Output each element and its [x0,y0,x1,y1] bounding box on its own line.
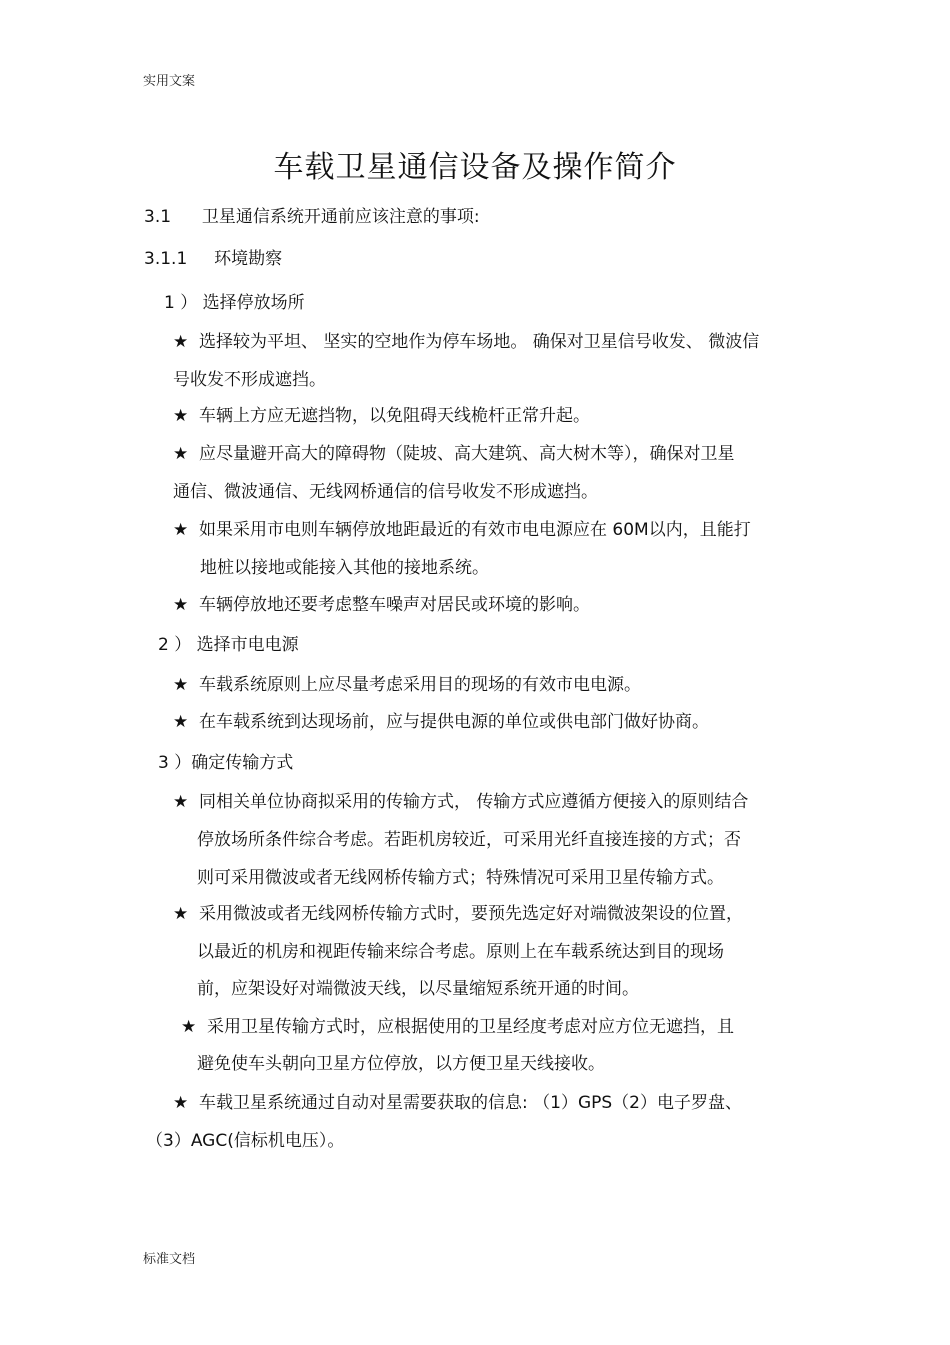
bullet-text: 采用卫星传输方式时，应根据使用的卫星经度考虑对应方位无遮挡，且 [207,1017,734,1037]
bullet-text: 采用微波或者无线网桥传输方式时，要预先选定好对端微波架设的位置， [199,904,743,924]
section-number: 3.1.1 [144,249,188,269]
bullet-text: 选择较为平坦、 坚实的空地作为停车场地。 确保对卫星信号收发、 微波信 [199,332,760,352]
star-icon: ★ [173,712,189,732]
bullet-item [173,903,743,925]
star-icon: ★ [173,675,189,695]
bullet-continuation: 地桩以接地或能接入其他的接地系统。 [200,558,489,578]
bullet-continuation: 以最近的机房和视距传输来综合考虑。原则上在车载系统达到目的现场 [197,942,724,962]
star-icon: ★ [173,1093,189,1113]
bullet-continuation: 号收发不形成遮挡。 [173,370,326,390]
bullet-continuation: 避免使车头朝向卫星方位停放，以方便卫星天线接收。 [197,1054,605,1074]
bullet-text: 同相关单位协商拟采用的传输方式， 传输方式应遵循方便接入的原则结合 [199,792,749,812]
bullet-item [173,711,709,733]
bullet-item [173,405,590,427]
bullet-text: 车辆上方应无遮挡物，以免阻碍天线桅杆正常升起。 [199,406,590,426]
bullet-item [173,443,735,465]
bullet-item [181,1016,734,1038]
bullet-item [173,1092,742,1114]
star-icon: ★ [181,1017,197,1037]
star-icon: ★ [173,595,189,615]
bullet-continuation: （3）AGC(信标机电压）。 [146,1131,345,1151]
bullet-text: 车载卫星系统通过自动对星需要获取的信息: （1）GPS（2）电子罗盘、 [199,1093,742,1113]
section-heading-3-1 [144,206,480,228]
bullet-item [173,331,759,353]
subsection-3: 3 ）确定传输方式 [158,753,294,773]
bullet-text: 应尽量避开高大的障碍物（陡坡、高大建筑、高大树木等），确保对卫星 [199,444,735,464]
bullet-item [173,674,641,696]
bullet-continuation: 前，应架设好对端微波天线，以尽量缩短系统开通的时间。 [197,979,639,999]
bullet-text: 车载系统原则上应尽量考虑采用目的现场的有效市电电源。 [199,675,641,695]
star-icon: ★ [173,904,189,924]
star-icon: ★ [173,792,189,812]
page-footer: 标准文档 [143,1252,196,1267]
subsection-2: 2 ） 选择市电电源 [158,635,299,655]
bullet-continuation: 则可采用微波或者无线网桥传输方式；特殊情况可采用卫星传输方式。 [197,868,724,888]
subsection-1: 1 ） 选择停放场所 [164,293,305,313]
star-icon: ★ [173,332,189,352]
star-icon: ★ [173,520,189,540]
bullet-text: 在车载系统到达现场前，应与提供电源的单位或供电部门做好协商。 [199,712,709,732]
section-title: 环境勘察 [214,249,283,269]
page-header: 实用文案 [143,74,196,89]
section-number: 3.1 [144,207,172,227]
document-title: 车载卫星通信设备及操作简介 [273,150,677,185]
bullet-text: 车辆停放地还要考虑整车噪声对居民或环境的影响。 [199,595,590,615]
bullet-continuation: 停放场所条件综合考虑。若距机房较近，可采用光纤直接连接的方式；否 [197,830,741,850]
star-icon: ★ [173,406,189,426]
bullet-continuation: 通信、微波通信、无线网桥通信的信号收发不形成遮挡。 [173,482,598,502]
bullet-item [173,594,590,616]
star-icon: ★ [173,444,189,464]
section-title: 卫星通信系统开通前应该注意的事项: [201,207,480,227]
bullet-text: 如果采用市电则车辆停放地距最近的有效市电电源应在 60M以内，且能打 [199,520,751,540]
bullet-item [173,519,751,541]
section-heading-3-1-1 [144,248,282,270]
bullet-item [173,791,748,813]
